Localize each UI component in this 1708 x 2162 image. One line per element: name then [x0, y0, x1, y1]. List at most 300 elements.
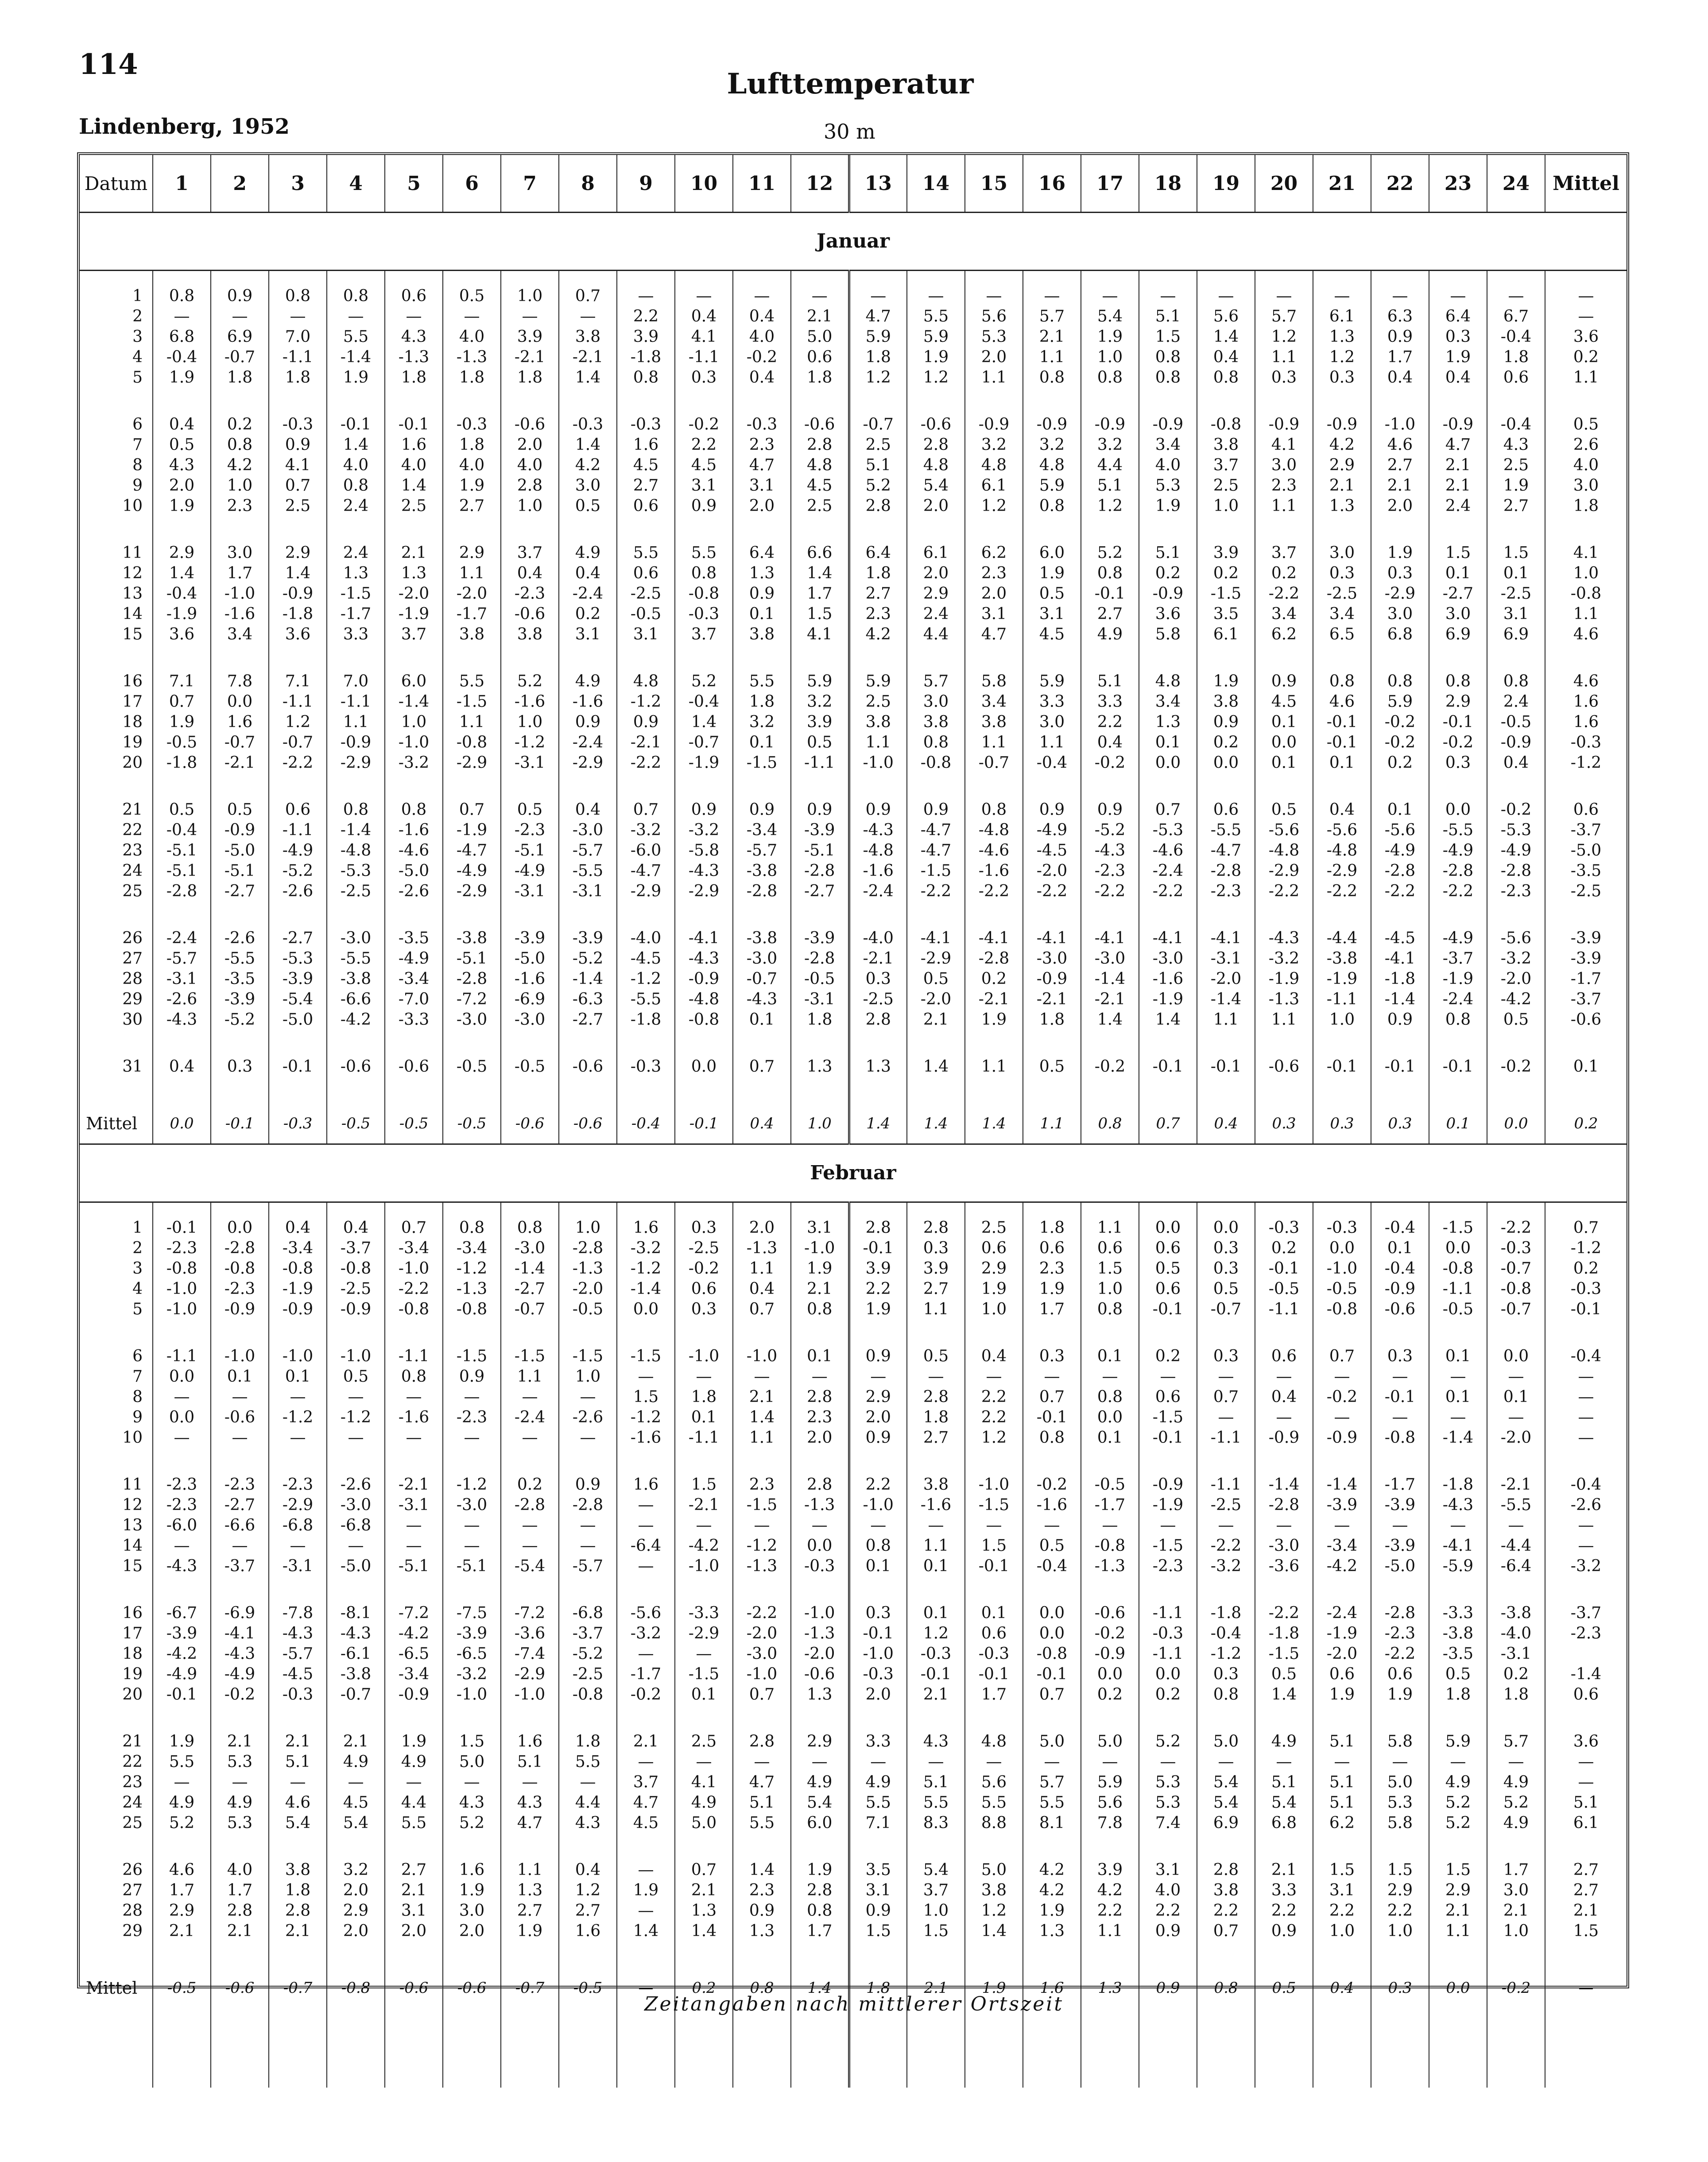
mean-cell: 6.1: [1573, 1814, 1599, 1832]
value-cell: 3.3: [1081, 692, 1139, 712]
spacer-cell: [80, 1705, 153, 1732]
spacer-cell: [1371, 902, 1429, 928]
value-cell: 0.3: [1371, 1346, 1429, 1367]
value-cell: —: [501, 1536, 559, 1556]
value-cell: —: [1255, 1752, 1313, 1772]
value-cell: 0.7: [1139, 800, 1197, 820]
spacer-cell: [1487, 1320, 1545, 1346]
table-row: [80, 1475, 1627, 1495]
value-cell: -0.3: [559, 415, 617, 435]
value-cell: -1.4: [559, 969, 617, 989]
value-cell: -4.1: [675, 928, 733, 949]
value-cell: -0.7: [1487, 1259, 1545, 1279]
value-cell: 4.8: [617, 671, 675, 692]
column-header-hour: 2: [211, 155, 269, 213]
value-cell: -2.3: [269, 1475, 327, 1495]
spacer-cell: [269, 902, 327, 928]
value-cell: 2.2: [1313, 1901, 1371, 1921]
value-cell: -0.9: [1313, 415, 1371, 435]
value-cell: 0.5: [1429, 1664, 1487, 1685]
value-cell: -0.5: [559, 1299, 617, 1320]
table-row: [80, 1901, 1627, 1921]
table-row: [80, 563, 1627, 584]
spacer-cell: [327, 1577, 385, 1603]
value-cell: -2.4: [559, 584, 617, 604]
value-cell: -3.9: [1313, 1495, 1371, 1515]
value-cell: -3.4: [733, 820, 791, 841]
value-cell: 3.1: [1313, 1880, 1371, 1901]
spacer-cell: [1487, 1077, 1545, 1104]
value-cell: 7.8: [211, 671, 269, 692]
value-cell: -3.0: [443, 1495, 501, 1515]
spacer-cell: [80, 516, 153, 543]
value-cell: -0.9: [675, 969, 733, 989]
value-cell: -1.5: [1139, 1407, 1197, 1428]
value-cell: 2.9: [1429, 692, 1487, 712]
value-cell: 4.5: [675, 455, 733, 476]
spacer-cell: [965, 271, 1023, 287]
value-cell: —: [1429, 1367, 1487, 1387]
value-cell: -1.9: [675, 753, 733, 773]
value-cell: 1.1: [733, 1428, 791, 1448]
value-cell: 3.0: [1487, 1880, 1545, 1901]
value-cell: 2.0: [965, 584, 1023, 604]
value-cell: —: [1139, 286, 1197, 306]
value-cell: -0.6: [443, 1968, 501, 2008]
value-cell: -7.2: [385, 1603, 443, 1623]
value-cell: -6.1: [327, 1644, 385, 1664]
spacer-cell: [501, 1705, 559, 1732]
value-cell: -2.0: [443, 584, 501, 604]
value-cell: -1.7: [1371, 1475, 1429, 1495]
mean-cell: 1.6: [1573, 713, 1599, 731]
value-cell: 1.1: [965, 368, 1023, 388]
value-cell: —: [907, 1752, 965, 1772]
value-cell: -1.3: [1081, 1556, 1139, 1577]
value-cell: 5.1: [1081, 476, 1139, 496]
spacer-cell: [1197, 1202, 1255, 1218]
spacer-cell: [1023, 1077, 1081, 1104]
spacer-cell: [849, 2008, 907, 2088]
spacer-cell: [1023, 2008, 1081, 2088]
spacer-cell: [1023, 388, 1081, 415]
value-cell: 4.2: [211, 455, 269, 476]
value-cell: -2.9: [617, 881, 675, 902]
value-cell: 5.5: [965, 1793, 1023, 1813]
value-cell: -0.1: [327, 415, 385, 435]
column-header-hour: 19: [1197, 155, 1255, 213]
value-cell: 5.0: [1081, 1732, 1139, 1752]
value-cell: —: [327, 306, 385, 327]
spacer-cell: [617, 1320, 675, 1346]
value-cell: 2.1: [1429, 1901, 1487, 1921]
value-cell: 3.0: [1023, 712, 1081, 732]
value-cell: -2.2: [269, 753, 327, 773]
value-cell: 2.1: [907, 1968, 965, 2008]
spacer-cell: [1487, 388, 1545, 415]
row-label: 13: [80, 1515, 153, 1536]
value-cell: -1.5: [1429, 1218, 1487, 1238]
value-cell: 1.9: [965, 1968, 1023, 2008]
value-cell: -0.3: [269, 1104, 327, 1144]
value-cell: -3.2: [385, 753, 443, 773]
value-cell: -1.0: [733, 1346, 791, 1367]
spacer-cell: [269, 773, 327, 800]
value-cell: 2.0: [153, 476, 211, 496]
value-cell: 0.2: [1487, 1664, 1545, 1685]
value-cell: —: [153, 1428, 211, 1448]
value-cell: 0.0: [1139, 1664, 1197, 1685]
value-cell: -6.9: [501, 989, 559, 1010]
value-cell: 1.4: [675, 712, 733, 732]
value-cell: 0.4: [153, 415, 211, 435]
row-label: 8: [80, 1387, 153, 1407]
spacer-cell: [153, 1833, 211, 1860]
value-cell: 5.3: [1139, 476, 1197, 496]
spacer-cell: [1371, 1320, 1429, 1346]
value-cell: -2.7: [1429, 584, 1487, 604]
spacer-cell: [211, 516, 269, 543]
value-cell: -2.7: [211, 881, 269, 902]
value-cell: 5.3: [211, 1813, 269, 1833]
value-cell: -1.1: [675, 347, 733, 368]
value-cell: 2.0: [965, 347, 1023, 368]
value-cell: 1.8: [791, 1010, 849, 1030]
value-cell: 5.5: [1023, 1793, 1081, 1813]
value-cell: 2.1: [269, 1921, 327, 1941]
value-cell: -5.0: [501, 949, 559, 969]
value-cell: 1.1: [965, 1057, 1023, 1077]
value-cell: -1.4: [1197, 989, 1255, 1010]
value-cell: 2.0: [327, 1880, 385, 1901]
spacer-cell: [617, 1577, 675, 1603]
value-cell: -2.1: [211, 753, 269, 773]
value-cell: 1.4: [153, 563, 211, 584]
row-label: 12: [80, 563, 153, 584]
column-header-datum: Datum: [80, 155, 153, 213]
value-cell: 2.9: [907, 584, 965, 604]
value-cell: 0.5: [443, 286, 501, 306]
value-cell: -6.9: [211, 1603, 269, 1623]
column-header-hour: 18: [1139, 155, 1197, 213]
mean-cell: 0.5: [1573, 415, 1599, 434]
value-cell: -0.1: [1371, 1057, 1429, 1077]
value-cell: 1.9: [849, 1299, 907, 1320]
value-cell: -2.4: [559, 732, 617, 753]
value-cell: -0.6: [211, 1968, 269, 2008]
value-cell: -0.3: [1139, 1623, 1197, 1644]
value-cell: 3.1: [385, 1901, 443, 1921]
value-cell: 4.9: [385, 1752, 443, 1772]
spacer-cell: [1313, 1077, 1371, 1104]
value-cell: -3.0: [1023, 949, 1081, 969]
spacer-cell: [1371, 1202, 1429, 1218]
spacer-cell: [501, 1448, 559, 1475]
value-cell: -2.4: [153, 928, 211, 949]
value-cell: 0.9: [791, 800, 849, 820]
value-cell: 1.5: [443, 1732, 501, 1752]
spacer-cell: [153, 773, 211, 800]
spacer-cell: [1139, 1202, 1197, 1218]
value-cell: -3.4: [269, 1238, 327, 1259]
row-label: 7: [80, 435, 153, 455]
value-cell: —: [443, 1515, 501, 1536]
value-cell: 2.5: [269, 496, 327, 516]
value-cell: 0.1: [1429, 1387, 1487, 1407]
spacer-cell: [269, 388, 327, 415]
spacer-cell: [269, 271, 327, 287]
spacer-cell: [327, 773, 385, 800]
spacer-cell: [1255, 1077, 1313, 1104]
value-cell: 1.4: [849, 1104, 907, 1144]
value-cell: -0.3: [733, 415, 791, 435]
value-cell: 4.4: [907, 624, 965, 645]
mean-cell: -1.7: [1570, 970, 1602, 988]
value-cell: —: [1371, 286, 1429, 306]
value-cell: 1.7: [211, 563, 269, 584]
value-cell: 2.7: [849, 584, 907, 604]
header-row: [80, 155, 1627, 213]
value-cell: -1.9: [1313, 969, 1371, 989]
value-cell: -1.0: [675, 1556, 733, 1577]
value-cell: 2.0: [443, 1921, 501, 1941]
value-cell: 5.1: [1313, 1732, 1371, 1752]
value-cell: -8.1: [327, 1603, 385, 1623]
spacer-cell: [1545, 1833, 1627, 1860]
value-cell: -1.5: [733, 753, 791, 773]
spacer-cell: [965, 1833, 1023, 1860]
value-cell: 0.3: [675, 368, 733, 388]
value-cell: -2.2: [733, 1603, 791, 1623]
spacer-cell: [1023, 1448, 1081, 1475]
value-cell: 2.5: [849, 692, 907, 712]
spacer-cell: [269, 516, 327, 543]
value-cell: 1.4: [907, 1057, 965, 1077]
value-cell: -6.6: [327, 989, 385, 1010]
value-cell: 0.2: [1081, 1685, 1139, 1705]
spacer-cell: [791, 902, 849, 928]
value-cell: -0.6: [1255, 1057, 1313, 1077]
value-cell: 0.9: [849, 1428, 907, 1448]
spacer-cell: [1197, 1833, 1255, 1860]
value-cell: 6.4: [849, 543, 907, 563]
value-cell: -0.5: [501, 1057, 559, 1077]
value-cell: 3.8: [443, 624, 501, 645]
table-row: [80, 861, 1627, 881]
value-cell: -1.0: [965, 1475, 1023, 1495]
value-cell: -0.1: [1081, 584, 1139, 604]
mean-cell: —: [1578, 1388, 1594, 1406]
value-cell: -0.8: [675, 1010, 733, 1030]
value-cell: 1.5: [965, 1536, 1023, 1556]
spacer-cell: [385, 1202, 443, 1218]
value-cell: 1.2: [1313, 347, 1371, 368]
value-cell: 4.1: [269, 455, 327, 476]
value-cell: 5.0: [1371, 1772, 1429, 1793]
value-cell: 0.8: [1313, 671, 1371, 692]
value-cell: 1.0: [211, 476, 269, 496]
row-label: 25: [80, 1813, 153, 1833]
table-row: [80, 841, 1627, 861]
value-cell: -4.8: [849, 841, 907, 861]
value-cell: -4.2: [327, 1010, 385, 1030]
table-row: [80, 1057, 1627, 1077]
value-cell: 3.1: [617, 624, 675, 645]
spacer-cell: [385, 1577, 443, 1603]
spacer-cell: [153, 1202, 211, 1218]
value-cell: 0.9: [1139, 1968, 1197, 2008]
value-cell: -0.9: [1487, 732, 1545, 753]
value-cell: 0.3: [1023, 1346, 1081, 1367]
value-cell: 0.9: [1197, 712, 1255, 732]
value-cell: 4.1: [791, 624, 849, 645]
value-cell: -1.8: [1197, 1603, 1255, 1623]
spacer-cell: [1255, 2008, 1313, 2088]
value-cell: 3.0: [211, 543, 269, 563]
spacer-cell: [1545, 271, 1627, 287]
value-cell: -0.5: [1487, 712, 1545, 732]
value-cell: -2.4: [1139, 861, 1197, 881]
value-cell: -1.6: [849, 861, 907, 881]
value-cell: 0.3: [1313, 563, 1371, 584]
value-cell: 3.0: [907, 692, 965, 712]
value-cell: -0.7: [1197, 1299, 1255, 1320]
value-cell: -1.6: [385, 1407, 443, 1428]
value-cell: 3.2: [733, 712, 791, 732]
value-cell: 0.8: [1139, 347, 1197, 368]
value-cell: 5.0: [1197, 1732, 1255, 1752]
mean-cell: -2.6: [1570, 1496, 1602, 1514]
value-cell: 0.9: [1081, 800, 1139, 820]
spacer-cell: [80, 1077, 153, 1104]
value-cell: -1.5: [1197, 584, 1255, 604]
value-cell: -2.0: [385, 584, 443, 604]
value-cell: 1.2: [965, 1901, 1023, 1921]
value-cell: 0.8: [1081, 1104, 1139, 1144]
value-cell: 0.1: [675, 1685, 733, 1705]
value-cell: 3.6: [269, 624, 327, 645]
value-cell: 5.0: [1023, 1732, 1081, 1752]
value-cell: 2.7: [617, 476, 675, 496]
value-cell: -0.6: [327, 1057, 385, 1077]
value-cell: 5.9: [1429, 1732, 1487, 1752]
value-cell: -2.9: [1371, 584, 1429, 604]
value-cell: -3.9: [791, 820, 849, 841]
value-cell: -1.5: [1255, 1644, 1313, 1664]
value-cell: -1.4: [327, 347, 385, 368]
value-cell: 3.8: [733, 624, 791, 645]
spacer-cell: [675, 516, 733, 543]
value-cell: 2.8: [1197, 1860, 1255, 1880]
value-cell: -2.5: [1313, 584, 1371, 604]
table-row: [80, 1536, 1627, 1556]
spacer-cell: [501, 516, 559, 543]
spacer-cell: [443, 516, 501, 543]
value-cell: -1.4: [1255, 1475, 1313, 1495]
value-cell: -1.1: [1255, 1299, 1313, 1320]
value-cell: -0.3: [617, 1057, 675, 1077]
value-cell: 3.4: [211, 624, 269, 645]
mean-cell: 4.6: [1573, 672, 1599, 690]
value-cell: 1.4: [269, 563, 327, 584]
spacer-cell: [1197, 1941, 1255, 1968]
value-cell: -0.6: [211, 1407, 269, 1428]
spacer-cell: [1429, 271, 1487, 287]
value-cell: —: [617, 1515, 675, 1536]
value-cell: —: [1313, 1752, 1371, 1772]
spacer-cell: [907, 1577, 965, 1603]
value-cell: 0.9: [675, 800, 733, 820]
spacer-cell: [849, 1941, 907, 1968]
value-cell: -3.8: [327, 1664, 385, 1685]
spacer-cell: [1429, 1941, 1487, 1968]
value-cell: —: [791, 1515, 849, 1536]
value-cell: -2.0: [559, 1279, 617, 1299]
value-cell: —: [965, 286, 1023, 306]
value-cell: 0.0: [1081, 1407, 1139, 1428]
value-cell: -5.4: [501, 1556, 559, 1577]
table-row: [80, 1346, 1627, 1367]
spacer-cell: [1545, 516, 1627, 543]
value-cell: 1.1: [501, 1367, 559, 1387]
spacer-cell: [1023, 271, 1081, 287]
value-cell: 1.3: [849, 1057, 907, 1077]
value-cell: -2.1: [965, 989, 1023, 1010]
value-cell: 5.8: [965, 671, 1023, 692]
value-cell: 5.2: [1429, 1793, 1487, 1813]
value-cell: 1.4: [791, 1968, 849, 2008]
spacer-row: [80, 645, 1627, 671]
value-cell: -0.4: [153, 820, 211, 841]
spacer-cell: [1545, 645, 1627, 671]
spacer-cell: [1197, 773, 1255, 800]
value-cell: -7.5: [443, 1603, 501, 1623]
value-cell: 5.5: [153, 1752, 211, 1772]
spacer-cell: [211, 1320, 269, 1346]
value-cell: 1.6: [617, 435, 675, 455]
spacer-cell: [1139, 388, 1197, 415]
spacer-cell: [1545, 1320, 1627, 1346]
value-cell: -0.3: [617, 415, 675, 435]
value-cell: 0.8: [617, 368, 675, 388]
value-cell: -4.0: [617, 928, 675, 949]
value-cell: 0.5: [559, 496, 617, 516]
value-cell: -2.0: [1487, 969, 1545, 989]
value-cell: -5.1: [153, 841, 211, 861]
value-cell: -0.5: [443, 1057, 501, 1077]
value-cell: 1.8: [1023, 1218, 1081, 1238]
value-cell: -3.1: [153, 969, 211, 989]
value-cell: -2.8: [211, 1238, 269, 1259]
value-cell: -3.0: [559, 820, 617, 841]
value-cell: -5.3: [1139, 820, 1197, 841]
value-cell: 1.1: [1081, 1218, 1139, 1238]
value-cell: -2.0: [791, 1644, 849, 1664]
row-label: 3: [80, 327, 153, 347]
value-cell: 0.5: [1255, 1664, 1313, 1685]
value-cell: 0.3: [211, 1057, 269, 1077]
value-cell: 8.1: [1023, 1813, 1081, 1833]
value-cell: 2.3: [733, 1475, 791, 1495]
row-label: 31: [80, 1057, 153, 1077]
value-cell: -2.6: [153, 989, 211, 1010]
value-cell: 5.5: [327, 327, 385, 347]
spacer-cell: [1081, 645, 1139, 671]
spacer-cell: [791, 1577, 849, 1603]
value-cell: —: [153, 1387, 211, 1407]
value-cell: -5.1: [443, 1556, 501, 1577]
spacer-cell: [675, 1705, 733, 1732]
